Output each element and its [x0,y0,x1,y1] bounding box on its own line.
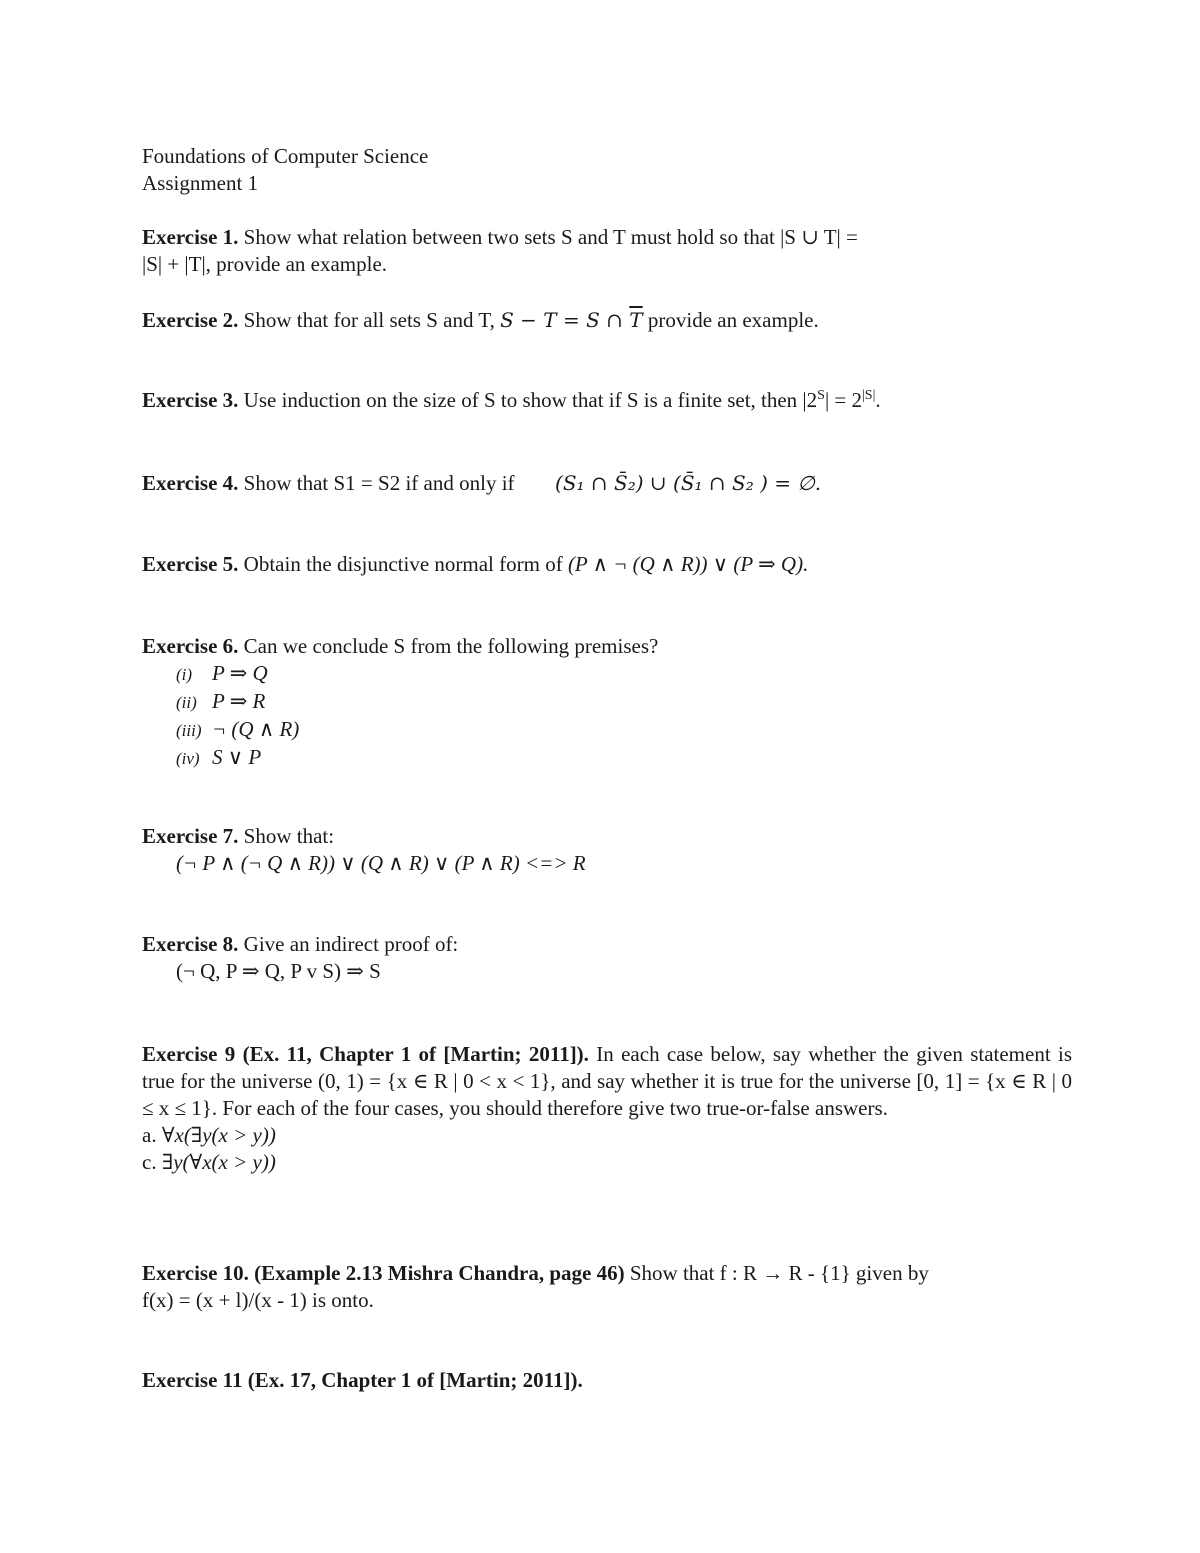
exercise-2-label: Exercise 2. [142,308,239,332]
exercise-3-end: . [875,388,881,412]
exercise-5-formula: (P ∧ ¬ (Q ∧ R)) ∨ (P ⇒ Q). [567,552,809,576]
premise-item: (i) P ⇒ Q [176,661,268,685]
exercise-10-text-a: Show that f : R → R - {1} given by [629,1261,929,1285]
exercise-10 [142,1260,1072,1314]
exercise-9-item-a: a. ∀x(∃y(x > y)) [142,1123,276,1147]
exercise-8 [142,931,1072,985]
exercise-7-formula: (¬ P ∧ (¬ Q ∧ R)) ∨ (Q ∧ R) ∨ (P ∧ R) <=> R [176,851,586,875]
exercise-11 [142,1367,1072,1394]
premise-item: (iii) ¬ (Q ∧ R) [176,717,300,741]
exercise-4 [142,470,1072,497]
exercise-3-label: Exercise 3. [142,388,239,412]
exercise-6 [142,633,1072,772]
exercise-7-text: Show that: [243,824,335,848]
exercise-8-text: Give an indirect proof of: [243,932,459,956]
exercise-1-text-b: |S| + |T|, provide an example. [142,252,388,276]
exercise-10-label: Exercise 10. (Example 2.13 Mishra Chandra, page 46) [142,1261,625,1285]
exercise-9-item-c: c. ∃y(∀x(x > y)) [142,1150,276,1174]
course-title: Foundations of Computer Science [142,144,429,168]
exercise-7 [142,823,1072,877]
exercise-3-mid: | = 2 [824,388,862,412]
exercise-11-label: Exercise 11 (Ex. 17, Chapter 1 of [Martin; 2011]). [142,1368,583,1392]
exercise-5 [142,551,1072,578]
document-header [142,143,1072,197]
exercise-9-text: In each case below, say whether the given statement is true for the universe (0, 1) = {x ∈ R | 0 < x < 1}, and say whether it is true for the universe [0, 1] = {x ∈ R | 0 ≤ x ≤ 1}. For each of the four cases, you should therefore give two true-or-false answers. [142,1042,1073,1120]
exercise-8-label: Exercise 8. [142,932,239,956]
exercise-6-label: Exercise 6. [142,634,239,658]
exercise-4-label: Exercise 4. [142,471,239,495]
exercise-3-text: Use induction on the size of S to show that if S is a finite set, then |2 [243,388,818,412]
exercise-5-text: Obtain the disjunctive normal form of [243,552,563,576]
exercise-3 [142,387,1072,414]
exercise-6-text: Can we conclude S from the following premises? [243,634,659,658]
exercise-3-sup-2: |S| [862,388,876,403]
exercise-3-sup-1: S [817,388,825,403]
exercise-5-label: Exercise 5. [142,552,239,576]
assignment-title: Assignment 1 [142,171,259,195]
exercise-2-tail: provide an example. [647,308,819,332]
exercise-1-text-a: Show what relation between two sets S and T must hold so that |S ∪ T| = [243,225,858,249]
exercise-2 [142,307,1072,334]
premise-item: (ii) P ⇒ R [176,689,266,713]
exercise-4-math: (S₁ ∩ S̄₂) ∪ (S̄₁ ∩ S₂ ) = ∅. [555,471,822,495]
exercise-1-label: Exercise 1. [142,225,239,249]
exercise-9 [142,1041,1072,1176]
exercise-9-label: Exercise 9 (Ex. 11, Chapter 1 of [Martin; 2011]). [142,1042,589,1066]
premise-item: (iv) S ∨ P [176,745,262,769]
exercise-4-text: Show that S1 = S2 if and only if [243,471,515,495]
exercise-2-text: Show that for all sets S and T, [243,308,495,332]
exercise-7-label: Exercise 7. [142,824,239,848]
exercise-1 [142,224,1072,278]
exercise-8-formula: (¬ Q, P ⇒ Q, P v S) ⇒ S [176,959,381,983]
exercise-10-text-b: f(x) = (x + l)/(x - 1) is onto. [142,1288,374,1312]
exercise-2-math: S − T = S ∩ $\overline{T}$ [500,308,643,332]
